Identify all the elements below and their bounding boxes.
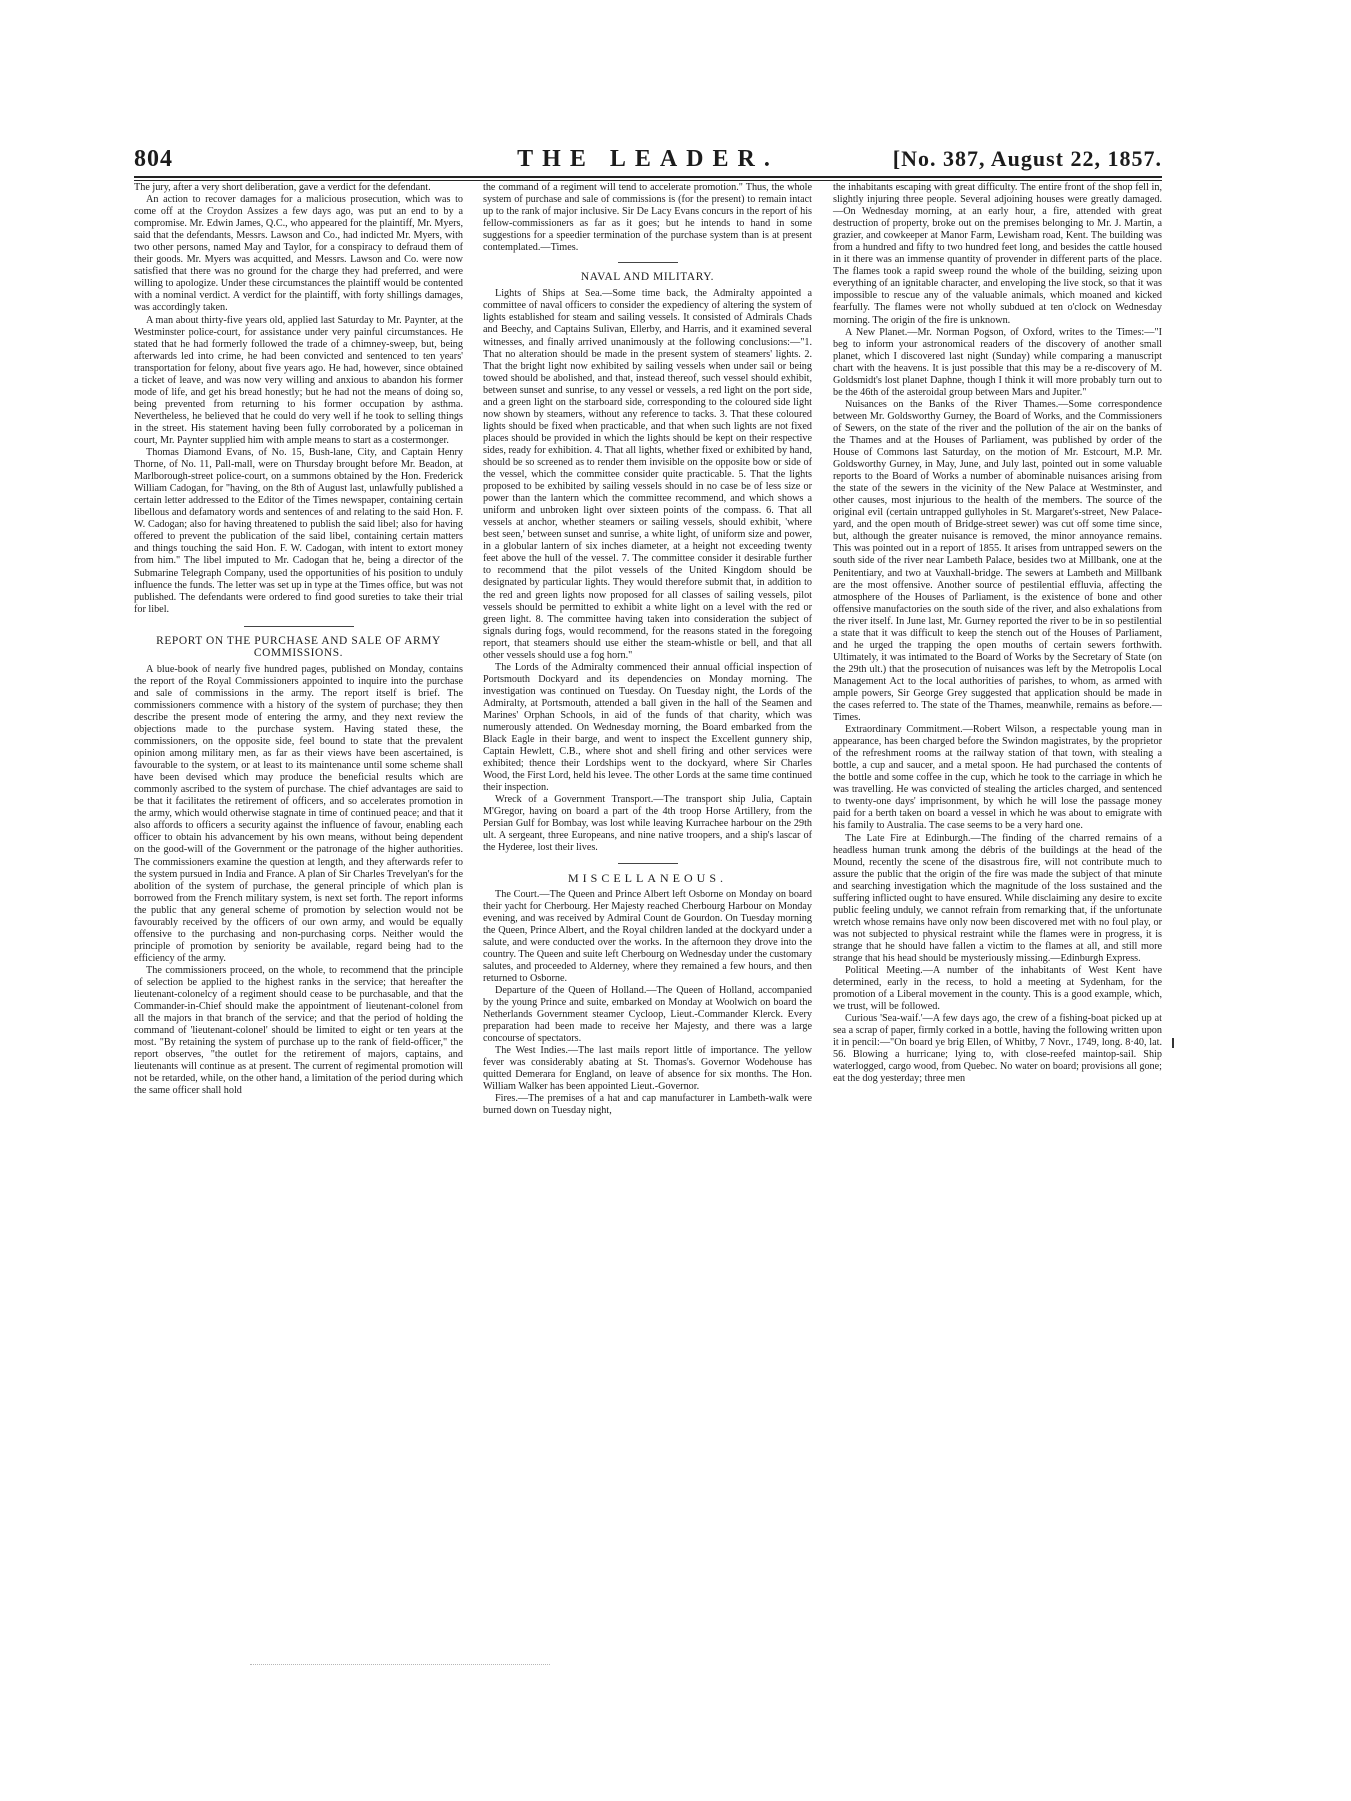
army-commissions-heading: REPORT ON THE PURCHASE AND SALE OF ARMY COMMISSIONS.: [156, 634, 441, 659]
column-3: [833, 182, 1162, 1086]
west-indies-paragraph: The West Indies.—The last mails report little of importance. The yellow fever was considerably abating at St. Thomas's. Governor Wodehouse has quitted Demerara for England, on leave of absence for six months. The Hon. William Walker has been appointed Lieut.-Governor.: [483, 1045, 812, 1093]
miscellaneous-heading: MISCELLANEOUS.: [567, 870, 727, 885]
issue-info: [No. 387, August 22, 1857.: [892, 146, 1162, 171]
masthead-rule: [134, 180, 1162, 181]
malicious-prosecution-paragraph: An action to recover damages for a malicious prosecution, which was to come off at the Croydon Assizes a few days ago, was put an end to by a compromise. Mr. Edwin James, Q.C., who appeared for the plaintiff, Mr. Myers, said that the defendants, Messrs. Lawson and Co., had indicted Mr. Myers, with two other persons, named May and Taylor, for a conspiracy to defraud them of their goods. Mr. Myers was acquitted, and Messrs. Lawson and Co. were now satisfied that there was no ground for the charge they had preferred, and were willing to apologize. Under these circumstances the plaintiff would be contented with a nominal verdict. A verdict for the plaintiff, with forty shillings damages, was accordingly taken.: [134, 194, 463, 314]
sea-waif-paragraph: Curious 'Sea-waif.'—A few days ago, the crew of a fishing-boat picked up at sea a scrap of paper, firmly corked in a bottle, having the following written upon it in pencil:—"On board ye brig Ellen, of Whitby, 7 Novr., 1749, long. 8·40, lat. 56. Blowing a hurricane; lying to, with close-reefed maintop-sail. Ship waterlogged, cargo wood, from Quebec. No water on board; provisions all gone; eat the dog yesterday; three men: [833, 1013, 1162, 1085]
masthead: [134, 146, 1162, 178]
column-2: [483, 182, 812, 1117]
newspaper-page: [134, 146, 1162, 1646]
newspaper-title: THE LEADER.: [517, 146, 779, 172]
section-divider: [618, 863, 678, 864]
jury-verdict-paragraph: The jury, after a very short deliberation, gave a verdict for the defendant.: [134, 182, 431, 193]
political-meeting-paragraph: Political Meeting.—A number of the inhabitants of West Kent have determined, early in the recess, to hold a meeting at Sydenham, for the promotion of a Liberal movement in the county. This is a good example, which, we trust, will be followed.: [833, 965, 1162, 1013]
edinburgh-fire-paragraph: The Late Fire at Edinburgh.—The finding of the charred remains of a headless human trunk among the débris of the buildings at the head of the Mound, recently the scene of the disastrous fire, will not contribute much to assure the public that the origin of the fire was made the subject of that minute and searching investigation which the magnitude of the loss sustained and the suffering inflicted ought to have ensured. While disclaiming any desire to excite public feeling unduly, we cannot refrain from remarking that, if the unfortunate wretch whose remains have only now been discovered met with no foul play, or was not subjected to physical restraint while the flames were in progress, it is strange that he should have fallen a victim to the flames at all, and still more strange that his head should be mysteriously missing.—Edinburgh Express.: [833, 832, 1162, 964]
ship-lights-paragraph: Lights of Ships at Sea.—Some time back, the Admiralty appointed a committee of naval officers to consider the expediency of altering the system of lights established for steam and sailing vessels. It consisted of Admirals Chads and Beechy, and Captains Sulivan, Ellerby, and Harris, and it examined several witnesses, and finally arrived unanimously at the following conclusions:—"1. That no alteration should be made in the present system of steamers' lights. 2. That the bright light now exhibited by sailing vessels when under sail or being towed should be abolished, and that, instead thereof, such vessel should exhibit, between sunset and sunrise, to any vessel or vessels, a red light on the port side, and a green light on the starboard side, corresponding to the coloured side light now shown by steamers, without any reference to tacks. 3. That these coloured lights should be fixed when practicable, and that when such lights are not fixed places should be provided in which the lights should be kept on their respective sides, ready for exhibition. 4. That all lights, whether fixed or exhibited by hand, should be so screened as to render them invisible on the opposite bow or side of the vessel, which the committee consider quite practicable. 5. That the lights proposed to be exhibited by sailing vessels should in no case be of less size or power than the lantern which the committee recommend, and which shows a uniform and unbroken light over sixteen points of the compass. 6. That all vessels at anchor, whether steamers or sailing vessels, should exhibit, 'where best seen,' between sunset and sunrise, a white light, of uniform size and power, in a globular lantern of six inches diameter, at a height not exceeding twenty feet above the hull of the vessel. 7. The committee consider it desirable further to recommend that the pilot vessels of the United Kingdom should be designated by particular lights. They would therefore submit that, in addition to the red and green lights now proposed for all classes of sailing vessels, pilot vessels should be permitted to exhibit a white light on a level with the red or green light. 8. The committee having taken into consideration the subject of signals during fogs, would recommend, for the reasons stated in the foregoing report, that steamers should use either the steam-whistle or bell, and that all other vessels should use a fog horn.": [483, 288, 812, 661]
commissioners-recommend-paragraph: The commissioners proceed, on the whole, to recommend that the principle of selection be applied to the highest ranks in the service; that hereafter the lieutenant-colonelcy of a regiment should cease to be purchasable, and that the Commander-in-Chief should make the appointment of lieutenant-colonel from all the majors in that branch of the service; and that the period of holding the command of 'lieutenant-colonel' should be limited to eight or ten years at the most. "By retaining the system of purchase up to the rank of field-officer," the report observes, "the outlet for the retirement of majors, captains, and lieutenants will continue as at present. The current of regimental promotion will not be retarded, while, on the other hand, a limitation of the period during which the same officer shall hold: [134, 964, 463, 1097]
thames-nuisances-paragraph: Nuisances on the Banks of the River Thames.—Some correspondence between Mr. Goldsworthy Gurney, the Board of Works, and the Commissioners of Sewers, on the state of the river and the pollution of the air on the banks of the Thames and at the Houses of Parliament, was published by order of the House of Commons last Saturday, on the motion of Mr. Estcourt, M.P. Mr. Goldsworthy Gurney, in May, June, and July last, pointed out in some valuable reports to the Board of Works a number of abominable nuisances arising from the state of the sewers in the vicinity of the New Palace at Westminster, and other causes, most injurious to the health of the members. The source of the original evil (certain untrapped gullyholes in St. Margaret's-street, New Palace-yard, and the open mouth of Bridge-street sewer) was cut off some time since, but, although the greater nuisance is removed, the minor annoyance remains. This was pointed out in a report of 1855. It arises from untrapped sewers on the south side of the river near Lambeth Palace, besides two at Millbank, one at the Penitentiary, and two at Vauxhall-bridge. The sewers at Lambeth and Millbank are the most offensive. Another source of pestilential effluvia, affecting the atmosphere of the Houses of Parliament, is the existence of bone and other offensive manufactories on the south side of the river, and also exhalations from the river itself. In June last, Mr. Gurney reported the river to be in so pestilential a state that it was difficult to keep the stench out of the Houses of Parliament, and he urged the trapping the open mouths of certain sewers forthwith. Ultimately, it was intimated to the Board of Works by the Secretary of State (on the 29th ult.) that the prosecution of nuisances was left by the Metropolis Local Management Act to the local authorities of parishes, to whom, as armed with ample powers, Sir George Grey suggested that application should be made in the cases referred to. The state of the Thames, meanwhile, remains as before.—Times.: [833, 398, 1162, 724]
print-speckle: [250, 1664, 550, 1667]
extraordinary-commitment-paragraph: Extraordinary Commitment.—Robert Wilson, a respectable young man in appearance, has been charged before the Swindon magistrates, by the proprietor of the refreshment rooms at the railway station of that town, with stealing a bottle, a cup and saucer, and a metal spoon. He had purchased the contents of the bottle and some coffee in the cup, which he took to the carriage in which he was travelling. He was convicted of stealing the articles charged, and sentenced to twenty-one days' imprisonment, by which he will lose the passage money paid for a berth taken on board a vessel in which he was about to emigrate with his family to Australia. The case seems to be a very hard one.: [833, 724, 1162, 832]
section-divider: [244, 626, 354, 627]
naval-military-heading: NAVAL AND MILITARY.: [580, 271, 715, 284]
section-divider: [618, 262, 678, 263]
new-planet-paragraph: A New Planet.—Mr. Norman Pogson, of Oxford, writes to the Times:—"I beg to inform your astronomical readers of the discovery of another small planet, which I discovered last night (Sunday) while comparing a manuscript chart with the heavens. It is just possible that this may be a re-discovery of M. Goldsmidt's lost planet Daphne, though I think it will more probably turn out to be the 46th of the asteroidal group between Mars and Jupiter.": [833, 326, 1162, 398]
admiralty-inspection-paragraph: The Lords of the Admiralty commenced their annual official inspection of Portsmouth Dockyard and its dependencies on Monday morning. The investigation was continued on Tuesday. On Tuesday night, the Lords of the Admiralty, at Portsmouth, attended a ball given in the hall of the Seamen and Marines' Orphan Schools, in aid of the funds of that charity, which was numerously attended. On Wednesday morning, the Board embarked from the Black Eagle in their barge, and went to inspect the Excellent gunnery ship, Captain Hewlett, C.B., where shot and shell firing and other services were exhibited; thence their Lordships went to the dockyard, where Sir Charles Wood, the First Lord, held his levee. The other Lords at the same time continued their inspection.: [483, 661, 812, 794]
ticket-of-leave-paragraph: A man about thirty-five years old, applied last Saturday to Mr. Paynter, at the Westminster police-court, for assistance under very painful circumstances. He stated that he had formerly followed the trade of a chimney-sweep, but, being afterwards led into crime, he had been convicted and sentenced to ten years' transportation for felony, about five years ago. He had, however, since obtained a ticket of leave, and was now very willing and anxious to abandon his former mode of life, and get his bread honestly; but he had not the means of doing so, being prevented from returning to his former occupation by asthma. Nevertheless, he believed that he could do very well if he took to selling things in the street. His statement having been fully corroborated by a policeman in court, Mr. Paynter supplied him with ample means to start as a costermonger.: [134, 314, 463, 446]
purchase-continued-paragraph: the command of a regiment will tend to accelerate promotion." Thus, the whole system of purchase and sale of commissions is (for the present) to remain intact up to the rank of major inclusive. Sir De Lacy Evans concurs in the report of his fellow-commissioners as far as it goes; but he intends to hand in some suggestions for a speedier termination of the purchase system than is at present contemplated.—Times.: [483, 182, 812, 254]
blue-book-paragraph: A blue-book of nearly five hundred pages, published on Monday, contains the report of the Royal Commissioners appointed to inquire into the purchase and sale of commissions in the army. The report itself is brief. The commissioners commence with a history of the system of purchase; they then describe the present mode of entering the army, and they next review the objections made to the purchase system. Having stated these, the commissioners, on the opposite side, feel bound to state that the prevalent opinion among military men, as far as their views have been ascertained, is favourable to the system, or at least to its maintenance until some scheme shall have been devised which may produce the beneficial results which are commonly ascribed to the system of purchase. The chief advantages are said to be that it facilitates the retirement of officers, and so accelerates promotion in the army, which would otherwise stagnate in time of continued peace; and that it also affords to officers a security against the influence of favour, enabling each officer to obtain his advancement by his own means, without being dependent on the good-will of the Government or the patronage of the higher authorities. The commissioners examine the question at length, and they afterwards refer to the system pursued in India and France. A plan of Sir Charles Trevelyan's for the abolition of the system of purchase, the general principle of which plan is borrowed from the French military system, is next set forth. The report informs the public that any general scheme of promotion by selection would not be favourably received by the officers of our own army, and would be equally offensive to the purchasing and non-purchasing corps. Neither would the principle of promotion by seniority be available, regard being had to the efficiency of the army.: [134, 663, 463, 964]
margin-mark: [1172, 1038, 1174, 1048]
fires-paragraph: Fires.—The premises of a hat and cap manufacturer in Lambeth-walk were burned down on Tuesday night,: [483, 1093, 812, 1117]
queen-of-holland-paragraph: Departure of the Queen of Holland.—The Queen of Holland, accompanied by the young Prince and suite, embarked on Monday at Woolwich on board the Netherlands Government steamer Cycloop, Lieut.-Commander Klerck. Every preparation had been made to receive her Majesty, and there was a large concourse of spectators.: [483, 984, 812, 1045]
page-number: 804: [134, 146, 173, 172]
column-1: [134, 182, 463, 1097]
article-columns: [134, 182, 1162, 1646]
court-paragraph: The Court.—The Queen and Prince Albert left Osborne on Monday on board their yacht for Cherbourg. Her Majesty reached Cherbourg Harbour on Monday evening, and was received by Admiral Count de Gourdon. On Tuesday morning the Queen, Prince Albert, and the Royal children landed at the dockyard under a salute, and were conducted over the works. In the afternoon they drove into the country. The Queen and suite left Cherbourg on Wednesday under the customary salutes, and proceeded to Alderney, where they remained a few hours, and then returned to Osborne.: [483, 888, 812, 984]
transport-wreck-paragraph: Wreck of a Government Transport.—The transport ship Julia, Captain M'Gregor, having on board a part of the 4th troop Horse Artillery, from the Persian Gulf for Bombay, was lost while leaving Kurrachee harbour on the 29th ult. A sergeant, three Europeans, and nine native troopers, and a ship's lascar of the Hyderee, lost their lives.: [483, 794, 812, 854]
cadogan-libel-paragraph: Thomas Diamond Evans, of No. 15, Bush-lane, City, and Captain Henry Thorne, of No. 11, Pall-mall, were on Thursday brought before Mr. Beadon, at Marlborough-street police-court, on a summons obtained by the Hon. Frederick William Cadogan, for "having, on the 8th of August last, unlawfully published a certain letter addressed to the Editor of the Times newspaper, containing certain libellous and defamatory words and sentences of and relating to the said Hon. F. W. Cadogan; also for having threatened to publish the said libel; also for having offered to prevent the publication of the said libel, containing certain matters and things touching the said Hon. F. W. Cadogan, with intent to extort money from him." The libel imputed to Mr. Cadogan that he, being a director of the Submarine Telegraph Company, used the opportunities of his position to unduly influence the funds. The letter was set up in type at the Times office, but was not published. The defendants were ordered to find good sureties to take their trial for libel.: [134, 447, 463, 615]
fires-continued-paragraph: the inhabitants escaping with great difficulty. The entire front of the shop fell in, slightly injuring three people. Several adjoining houses were greatly damaged. —On Wednesday morning, at an early hour, a fire, attended with great destruction of property, broke out on the premises belonging to Mr. J. Martin, a grazier, and cowkeeper at Manor Farm, Lewisham road, Kent. The building was from a hundred and fifty to two hundred feet long, and besides the cattle housed in it there was an immense quantity of provender in different parts of the place. The flames took a rapid sweep round the whole of the building, seizing upon everything of an ignitable character, and enveloping the live stock, so that it was impossible to rescue any of the valuable animals, which moaned and kicked fearfully. The flames were not wholly subdued at ten o'clock on Wednesday morning. The origin of the fire is unknown.: [833, 182, 1162, 326]
